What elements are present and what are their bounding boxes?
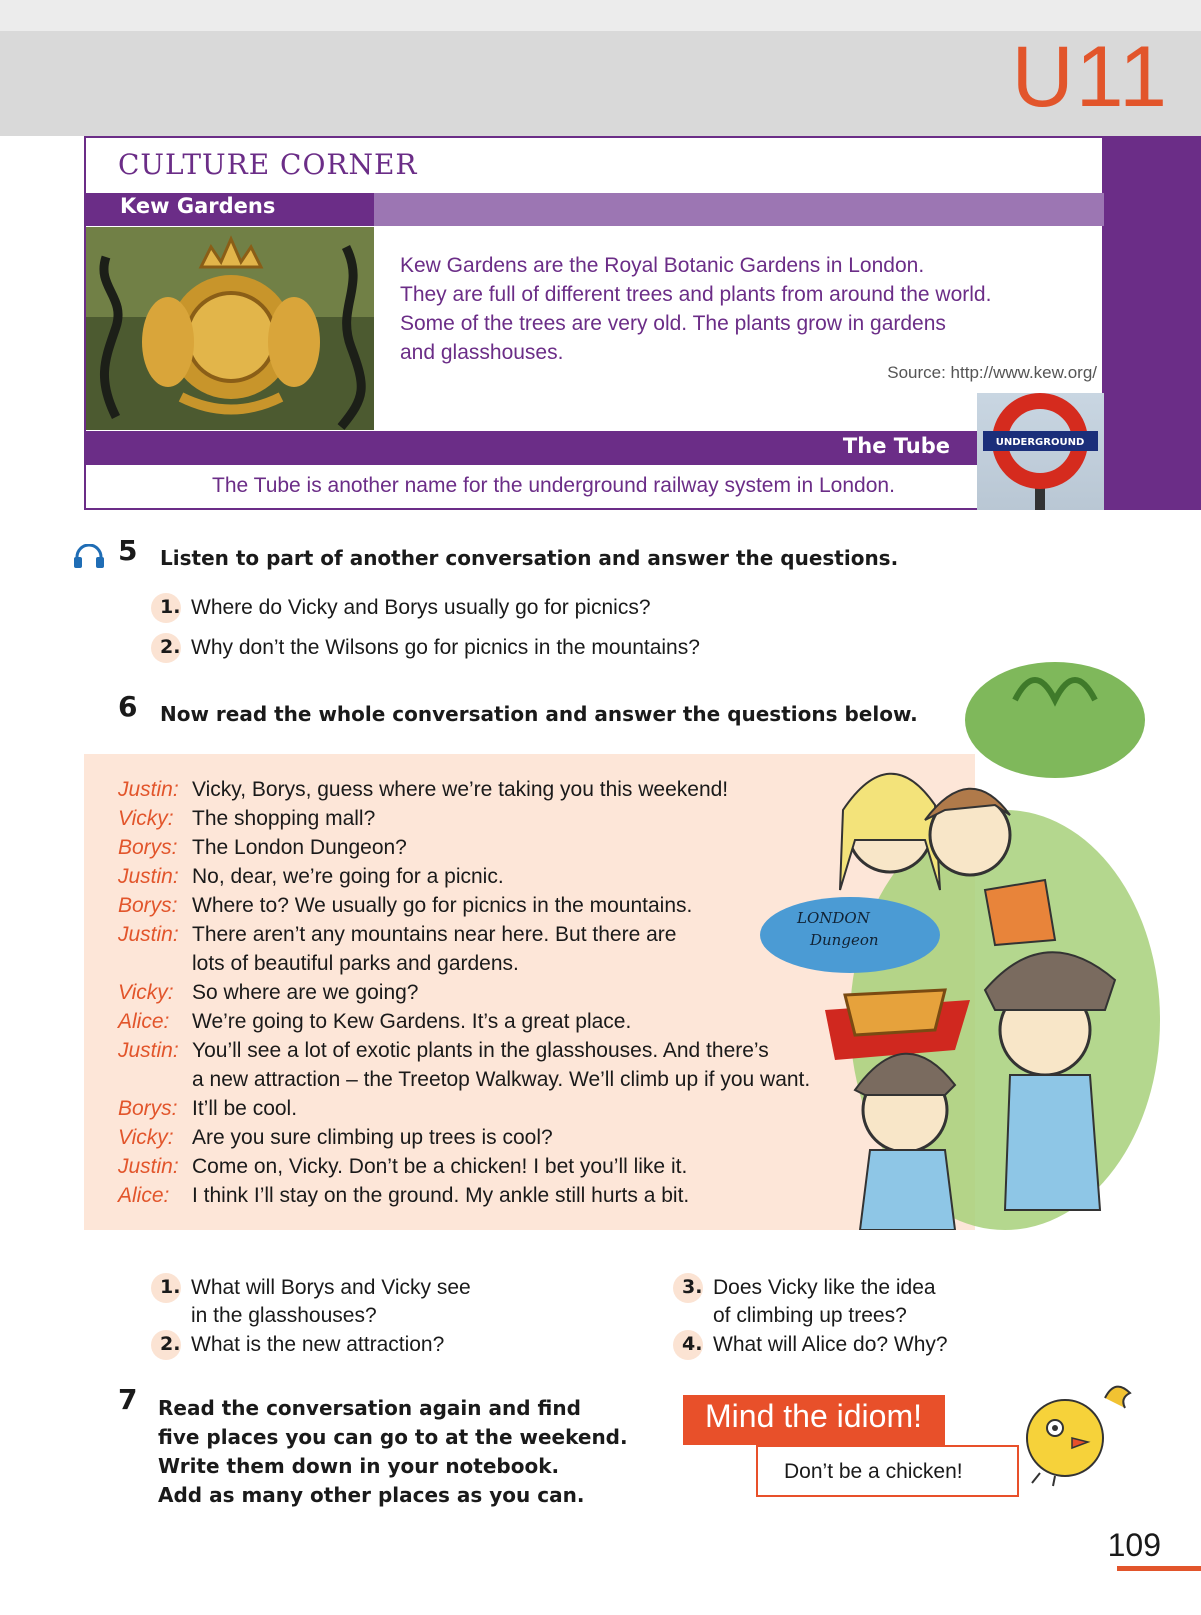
underground-sign-photo — [977, 393, 1104, 510]
dialogue-line: The London Dungeon? — [192, 836, 407, 859]
kew-title-bar-extension — [374, 193, 1104, 226]
page-number: 109 — [1107, 1527, 1161, 1563]
dialogue-line: So where are we going? — [192, 981, 419, 1004]
dialogue-line: There aren’t any mountains near here. But there are — [192, 923, 677, 946]
speaker-label: Vicky: — [118, 981, 174, 1004]
dialogue-line: You’ll see a lot of exotic plants in the glasshouses. And there’s — [192, 1039, 769, 1062]
question-line: Does Vicky like the idea — [713, 1276, 936, 1299]
question-text: What is the new attraction? — [191, 1333, 445, 1356]
question-text — [191, 1274, 471, 1330]
culture-corner-title: CULTURE CORNER — [118, 148, 418, 181]
question-text: Why don’t the Wilsons go for picnics in the mountains? — [191, 636, 700, 659]
dialogue-line: Are you sure climbing up trees is cool? — [192, 1126, 553, 1149]
underground-sign-text: UNDERGROUND — [995, 437, 1085, 448]
question-line: What will Borys and Vicky see — [191, 1276, 471, 1299]
culture-corner-side-bar — [1104, 136, 1201, 510]
kew-source: Source: http://www.kew.org/ — [887, 363, 1097, 382]
speaker-label: Borys: — [118, 894, 178, 917]
question-number: 1. — [160, 596, 181, 618]
question-text: Where do Vicky and Borys usually go for picnics? — [191, 596, 651, 619]
dialogue-line: I think I’ll stay on the ground. My ankle still hurts a bit. — [192, 1184, 690, 1207]
tube-title: The Tube — [842, 434, 950, 458]
dialogue-line: Where to? We usually go for picnics in the mountains. — [192, 894, 693, 917]
exercise-7-number: 7 — [118, 1383, 138, 1416]
dialogue-line: It’ll be cool. — [192, 1097, 298, 1120]
exercise-7-line: Write them down in your notebook. — [158, 1454, 560, 1478]
question-text — [713, 1274, 936, 1330]
kew-line: and glasshouses. — [400, 341, 564, 364]
chicken-icon — [1010, 1378, 1138, 1492]
headphones-icon — [72, 544, 106, 572]
question-text: What will Alice do? Why? — [713, 1333, 948, 1356]
speaker-label: Justin: — [118, 1039, 179, 1062]
dialogue-line: Vicky, Borys, guess where we’re taking you this weekend! — [192, 778, 729, 801]
london-dungeon-sign-line: Dungeon — [810, 931, 879, 949]
question-number: 4. — [682, 1333, 703, 1355]
kew-line: Kew Gardens are the Royal Botanic Gardens in London. — [400, 254, 925, 277]
tube-description: The Tube is another name for the underground railway system in London. — [212, 474, 895, 497]
dialogue-line: No, dear, we’re going for a picnic. — [192, 865, 504, 888]
speaker-label: Alice: — [118, 1184, 170, 1207]
speaker-label: Justin: — [118, 923, 179, 946]
question-number: 3. — [682, 1276, 703, 1298]
page-number-rule — [1117, 1566, 1201, 1571]
question-line: in the glasshouses? — [191, 1304, 377, 1327]
unit-label: U11 — [1011, 29, 1169, 125]
kew-line: They are full of different trees and plants from around the world. — [400, 283, 992, 306]
speaker-label: Borys: — [118, 836, 178, 859]
dialogue-line: a new attraction – the Treetop Walkway. We’ll climb up if you want. — [192, 1068, 811, 1091]
exercise-7-instruction — [158, 1394, 628, 1510]
exercise-5-instruction: Listen to part of another conversation and answer the questions. — [160, 546, 899, 570]
speaker-label: Vicky: — [118, 807, 174, 830]
royal-coat-of-arms-image — [86, 227, 374, 430]
dialogue-line: The shopping mall? — [192, 807, 376, 830]
question-number: 2. — [160, 1333, 181, 1355]
exercise-7-line: five places you can go to at the weekend. — [158, 1425, 628, 1449]
exercise-7-line: Read the conversation again and find — [158, 1396, 581, 1420]
kew-gates-photo — [86, 227, 374, 430]
speaker-label: Alice: — [118, 1010, 170, 1033]
kew-description — [400, 251, 1060, 367]
picnic-illustration — [755, 590, 1165, 1230]
dialogue-line: We’re going to Kew Gardens. It’s a great place. — [192, 1010, 632, 1033]
exercise-7-line: Add as many other places as you can. — [158, 1483, 585, 1507]
speaker-label: Justin: — [118, 778, 179, 801]
london-dungeon-sign-line: LONDON — [797, 909, 870, 927]
kew-line: Some of the trees are very old. The plants grow in gardens — [400, 312, 946, 335]
underground-roundel-icon — [977, 393, 1104, 510]
speaker-label: Vicky: — [118, 1126, 174, 1149]
question-line: of climbing up trees? — [713, 1304, 907, 1327]
speaker-label: Justin: — [118, 1155, 179, 1178]
idiom-text: Don’t be a chicken! — [784, 1460, 963, 1483]
dialogue-line: Come on, Vicky. Don’t be a chicken! I bet you’ll like it. — [192, 1155, 688, 1178]
idiom-title: Mind the idiom! — [705, 1398, 922, 1434]
kew-title: Kew Gardens — [120, 194, 276, 218]
exercise-5-number: 5 — [118, 534, 138, 567]
question-number: 2. — [160, 636, 181, 658]
dialogue-line: lots of beautiful parks and gardens. — [192, 952, 519, 975]
top-margin — [0, 0, 1201, 31]
exercise-6-number: 6 — [118, 690, 138, 723]
speaker-label: Borys: — [118, 1097, 178, 1120]
question-number: 1. — [160, 1276, 181, 1298]
exercise-6-instruction: Now read the whole conversation and answer the questions below. — [160, 702, 918, 726]
speaker-label: Justin: — [118, 865, 179, 888]
